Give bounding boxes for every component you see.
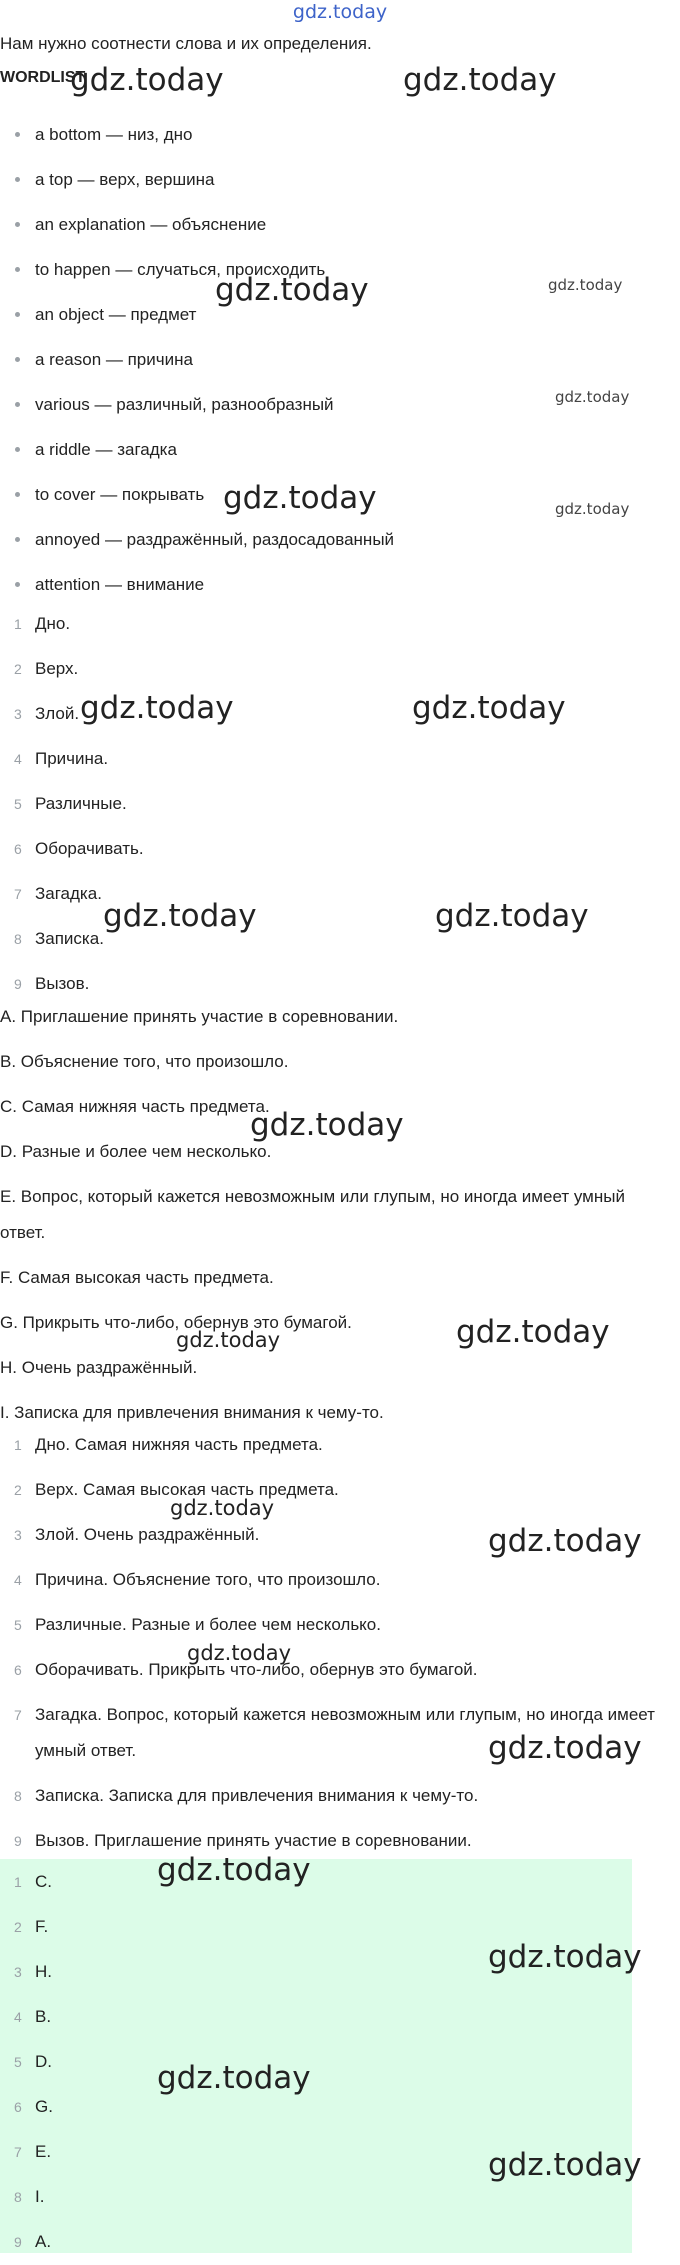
match-item [0,1648,680,1693]
match-text: Злой. Очень раздражённый. [35,1525,260,1544]
match-text: Загадка. Вопрос, который кажется невозможным или глупым, но иногда имеет умный ответ. [35,1705,655,1760]
answer-item [0,2085,680,2130]
word-text: Злой. [35,704,80,723]
task-intro: Нам нужно соотнести слова и их определения. [0,34,372,53]
definition-item: C. Самая нижняя часть предмета. [0,1097,270,1116]
wordlist-item: a bottom — низ, дно [0,112,394,157]
definition-item: H. Очень раздражённый. [0,1358,198,1377]
item-number: 1 [14,616,22,632]
definition-item: F. Самая высокая часть предмета. [0,1268,274,1287]
watermark: gdz.today [103,898,257,934]
definition-item: D. Разные и более чем несколько. [0,1142,272,1161]
item-number: 1 [14,1874,22,1890]
item-number: 9 [14,976,22,992]
definition-item: A. Приглашение принять участие в соревновании. [0,1007,399,1026]
wordlist-item: to cover — покрывать [0,472,394,517]
answer-text: D. [35,2052,52,2071]
answer-text: H. [35,1962,52,1981]
word-item [0,827,680,872]
wordlist-item: to happen — случаться, происходить [0,247,394,292]
answers-list [0,1860,680,2265]
words-list [0,602,680,1007]
match-item [0,1423,680,1468]
item-number: 8 [14,1788,22,1804]
match-text: Оборачивать. Прикрыть что-либо, обернув это бумагой. [35,1660,478,1679]
watermark: gdz.today [456,1314,610,1350]
watermark: gdz.today [80,690,234,726]
watermark: gdz.today [157,1852,311,1888]
definition-item: E. Вопрос, который кажется невозможным или глупым, но иногда имеет умный ответ. [0,1187,625,1242]
match-text: Дно. Самая нижняя часть предмета. [35,1435,323,1454]
item-number: 8 [14,2189,22,2205]
answer-item [0,2220,680,2265]
watermark: gdz.today [488,1523,642,1559]
item-number: 2 [14,1482,22,1498]
word-text: Вызов. [35,974,90,993]
definition-item: I. Записка для привлечения внимания к чему-то. [0,1403,384,1422]
word-item [0,647,680,692]
item-number: 4 [14,1572,22,1588]
item-number: 4 [14,2009,22,2025]
item-number: 5 [14,1617,22,1633]
answer-text: F. [35,1917,49,1936]
item-number: 6 [14,1662,22,1678]
wordlist [0,112,394,607]
match-item [0,1819,680,1864]
wordlist-item: attention — внимание [0,562,394,607]
watermark: gdz.today [488,2147,642,2183]
item-number: 1 [14,1437,22,1453]
word-item [0,602,680,647]
item-number: 6 [14,2099,22,2115]
wordlist-item: a riddle — загадка [0,427,394,472]
watermark: gdz.today [223,480,377,516]
word-text: Записка. [35,929,104,948]
wordlist-item: a top — верх, вершина [0,157,394,202]
match-text: Причина. Объяснение того, что произошло. [35,1570,381,1589]
watermark: gdz.today [157,2060,311,2096]
item-number: 7 [14,886,22,902]
match-text: Вызов. Приглашение принять участие в соревновании. [35,1831,472,1850]
word-item [0,782,680,827]
definition-item: B. Объяснение того, что произошло. [0,1052,289,1071]
item-number: 2 [14,661,22,677]
item-number: 5 [14,2054,22,2070]
item-number: 9 [14,1833,22,1849]
answer-item [0,1860,680,1905]
item-number: 2 [14,1919,22,1935]
watermark: gdz.today [403,62,557,98]
matches-list [0,1423,680,1864]
item-number: 8 [14,931,22,947]
match-item [0,1603,680,1648]
site-logo[interactable]: gdz.today [292,1,388,23]
watermark: gdz.today [250,1107,404,1143]
item-number: 5 [14,796,22,812]
wordlist-item: an explanation — объяснение [0,202,394,247]
match-item [0,1558,680,1603]
match-item [0,1774,680,1819]
answer-text: C. [35,1872,52,1891]
wordlist-title: WORDLIST [0,69,86,86]
watermark: gdz.today [215,272,369,308]
word-text: Верх. [35,659,79,678]
item-number: 3 [14,1964,22,1980]
word-text: Оборачивать. [35,839,144,858]
watermark: gdz.today [435,898,589,934]
word-text: Загадка. [35,884,102,903]
definition-item: G. Прикрыть что-либо, обернув это бумагой. [0,1313,352,1332]
watermark: gdz.today [412,690,566,726]
item-number: 3 [14,706,22,722]
match-text: Различные. Разные и более чем несколько. [35,1615,381,1634]
watermark: gdz.today [555,500,630,518]
item-number: 7 [14,1707,22,1723]
item-number: 9 [14,2234,22,2250]
watermark: gdz.today [488,1939,642,1975]
watermark: gdz.today [548,276,623,294]
wordlist-item: an object — предмет [0,292,394,337]
answer-item [0,2040,680,2085]
answer-item [0,1995,680,2040]
word-text: Различные. [35,794,127,813]
answer-text: I. [35,2187,45,2206]
watermark: gdz.today [555,388,630,406]
watermark: gdz.today [70,62,224,98]
watermark: gdz.today [176,1328,281,1352]
watermark: gdz.today [170,1496,275,1520]
item-number: 6 [14,841,22,857]
watermark: gdz.today [488,1730,642,1766]
item-number: 3 [14,1527,22,1543]
match-text: Записка. Записка для привлечения внимания к чему-то. [35,1786,479,1805]
wordlist-item: a reason — причина [0,337,394,382]
item-number: 4 [14,751,22,767]
definitions-list [0,995,672,1436]
word-text: Причина. [35,749,109,768]
watermark: gdz.today [187,1641,292,1665]
answer-text: G. [35,2097,53,2116]
item-number: 7 [14,2144,22,2160]
answer-text: A. [35,2232,52,2251]
word-item [0,737,680,782]
answer-text: E. [35,2142,52,2161]
match-item [0,1468,680,1513]
wordlist-item: annoyed — раздражённый, раздосадованный [0,517,394,562]
match-text: Верх. Самая высокая часть предмета. [35,1480,339,1499]
word-text: Дно. [35,614,71,633]
answer-text: B. [35,2007,52,2026]
wordlist-item: various — различный, разнообразный [0,382,394,427]
